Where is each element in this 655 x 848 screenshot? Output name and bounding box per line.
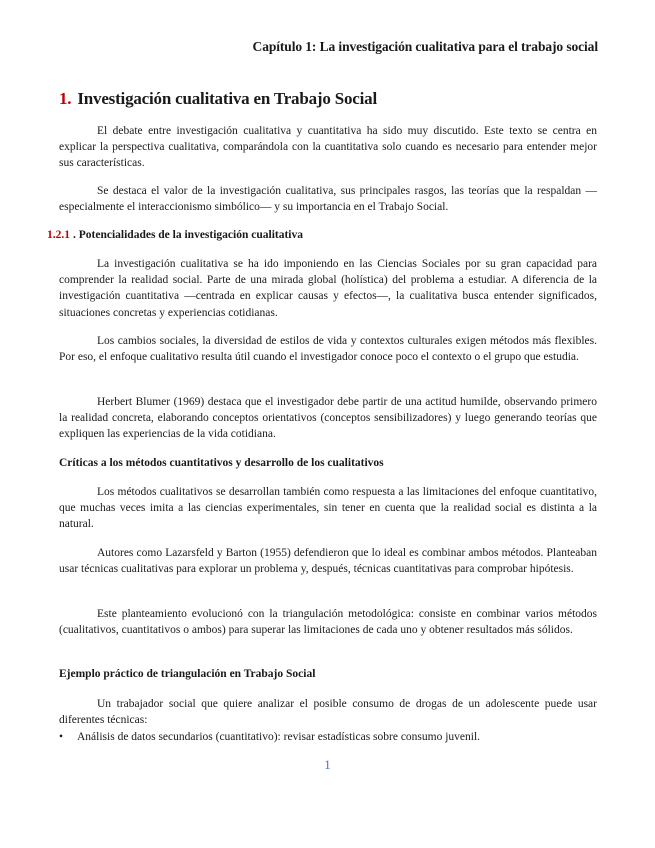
example-paragraph: Un trabajador social que quiere analizar el posible consumo de drogas de un adolescente puede usar diferentes técnicas: (59, 698, 597, 727)
critiques-paragraph-1: Los métodos cualitativos se desarrollan también como respuesta a las limitaciones del enfoque cuantitativo, que muchas veces imita a las ciencias experimentales, sin tener en cuenta que la realidad social es distinta a la natural. (59, 486, 597, 531)
critiques-paragraph-2: Autores como Lazarsfeld y Barton (1955) defendieron que lo ideal es combinar ambos métodos. Planteaban usar técnicas cualitativas para explorar un problema y, después, técnicas cuantitativas para comprobar hipótesis. (59, 547, 597, 576)
section-number: 1.2.1 (47, 229, 70, 241)
section-paragraph-1: La investigación cualitativa se ha ido imponiendo en las Ciencias Sociales por su gran capacidad para comprender la realidad social. Parte de una mirada global (holística) del problema a estudiar. A diferencia de la investigación cuantitativa —centrada en explicar causas y efectos—, la cualitativa busca entender significados, situaciones concretas y experiencias cotidianas. (59, 258, 597, 319)
critiques-heading: Críticas a los métodos cuantitativos y desarrollo de los cualitativos (59, 457, 384, 469)
intro-paragraph-2: Se destaca el valor de la investigación cualitativa, sus principales rasgos, las teorías que la respaldan —especialmente el interaccionismo simbólico— y su importancia en el Trabajo Social. (59, 185, 597, 214)
list-item (59, 729, 597, 745)
page-number: 1 (324, 757, 331, 772)
section-title: . Potencialidades de la investigación cualitativa (73, 229, 303, 241)
section-paragraph-2: Los cambios sociales, la diversidad de estilos de vida y contextos culturales exigen métodos más flexibles. Por eso, el enfoque cualitativo resulta útil cuando el investigador conoce poco el contexto o el grupo que estudia. (59, 335, 597, 364)
critiques-paragraph-3: Este planteamiento evolucionó con la triangulación metodológica: consiste en combinar varios métodos (cualitativos, cuantitativos o ambos) para superar las limitaciones de cada uno y obtener resultados más sólidos. (59, 608, 597, 637)
chapter-number: 1. (59, 89, 72, 108)
list-item-text: Análisis de datos secundarios (cuantitativo): revisar estadísticas sobre consumo juvenil. (77, 731, 481, 743)
chapter-title: Investigación cualitativa en Trabajo Social (77, 89, 377, 108)
intro-paragraph-1: El debate entre investigación cualitativa y cuantitativa ha sido muy discutido. Este texto se centra en explicar la perspectiva cualitativa, comparándola con la cuantitativa solo cuando es necesario para entender mejor sus características. (59, 125, 597, 170)
section-paragraph-3: Herbert Blumer (1969) destaca que el investigador debe partir de una actitud humilde, observando primero la realidad concreta, elaborando conceptos orientativos (conceptos sensibilizadores) y luego generando teorías que expliquen las experiencias de la vida cotidiana. (59, 396, 597, 441)
section-heading (47, 229, 303, 241)
example-heading: Ejemplo práctico de triangulación en Trabajo Social (59, 668, 316, 680)
running-header: Capítulo 1: La investigación cualitativa para el trabajo social (252, 39, 598, 54)
bullet-icon: • (59, 731, 64, 743)
chapter-heading (59, 89, 377, 109)
example-bullet-list (59, 729, 597, 745)
